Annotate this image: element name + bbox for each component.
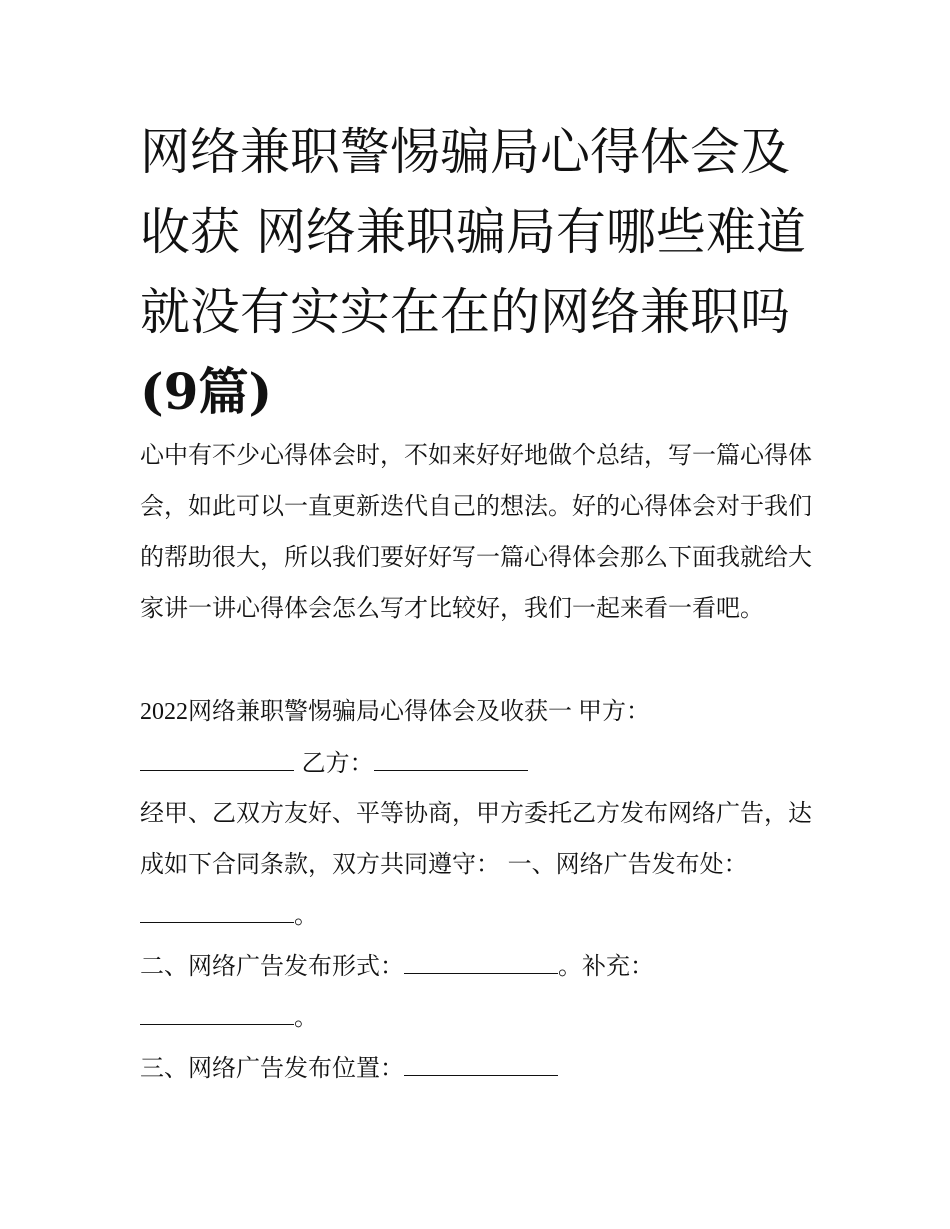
period-mark-2: 。 xyxy=(294,1003,318,1031)
title-count: (9篇) xyxy=(140,362,273,421)
publish-position-blank xyxy=(404,1053,558,1076)
supplement-label: 。补充： xyxy=(558,952,654,980)
contract-heading-paragraph xyxy=(140,686,820,789)
clause-3-paragraph xyxy=(140,1043,820,1094)
party-b-label: 乙方： xyxy=(301,749,374,777)
supplement-blank xyxy=(140,1002,294,1025)
period-mark: 。 xyxy=(294,901,318,929)
publish-form-blank xyxy=(404,951,558,974)
agreement-paragraph xyxy=(140,788,820,941)
clause-2-paragraph xyxy=(140,941,820,1043)
party-a-blank xyxy=(140,748,294,771)
title-main: 网络兼职警惕骗局心得体会及收获 网络兼职骗局有哪些难道就没有实实在在的网络兼职吗 xyxy=(140,123,806,341)
agreement-text: 经甲、乙双方友好、平等协商，甲方委托乙方发布网络广告，达成如下合同条款，双方共同遵守： 一、网络广告发布处： xyxy=(140,799,812,878)
clause-2-label: 二、网络广告发布形式： xyxy=(140,952,404,980)
publish-place-blank xyxy=(140,900,294,923)
contract-heading: 2022网络兼职警惕骗局心得体会及收获一 甲方： xyxy=(140,699,650,725)
intro-paragraph: 心中有不少心得体会时，不如来好好地做个总结，写一篇心得体会，如此可以一直更新迭代自己的想法。好的心得体会对于我们的帮助很大，所以我们要好好写一篇心得体会那么下面我就给大家讲一讲心得体会怎么写才比较好，我们一起来看一看吧。 xyxy=(140,441,812,622)
party-b-blank xyxy=(374,748,528,771)
clause-3-label: 三、网络广告发布位置： xyxy=(140,1054,404,1082)
document-title xyxy=(140,112,820,432)
